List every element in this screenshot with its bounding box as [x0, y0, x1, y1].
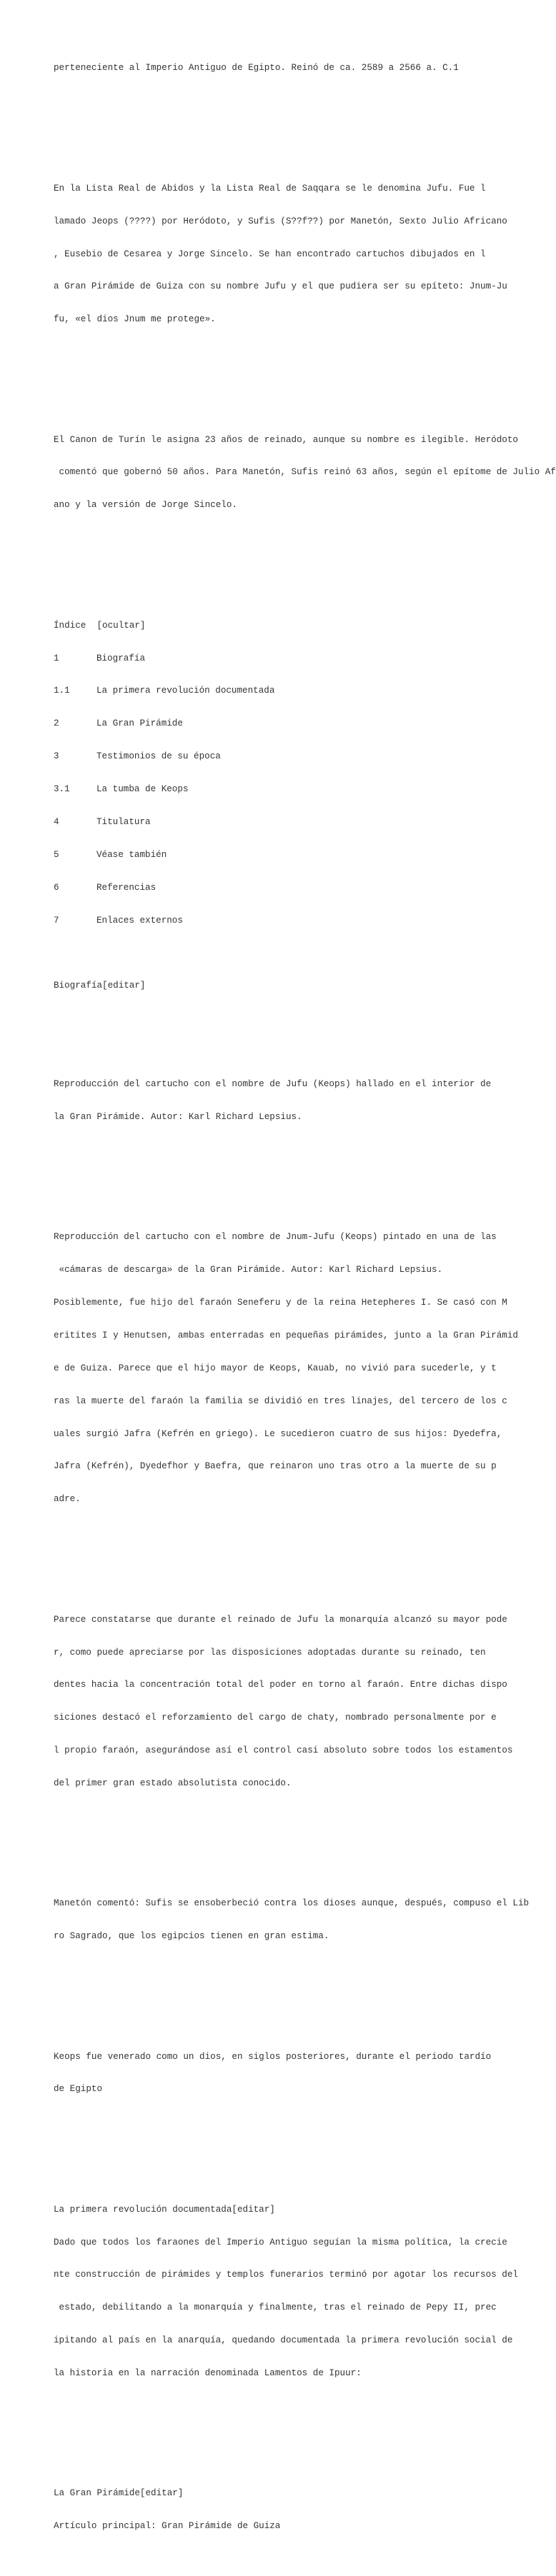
toc-link[interactable]: Titulatura	[96, 816, 151, 827]
toc-link[interactable]: La Gran Pirámide	[96, 718, 183, 729]
text-line: uales surgió Jafra (Kefrén en griego). Le sucedieron cuatro de sus hijos: Dyedefra,	[54, 1428, 502, 1439]
caption-cartucho-jufu	[54, 1058, 549, 1145]
toc-link[interactable]: Enlaces externos	[96, 915, 183, 926]
toc-link[interactable]: La tumba de Keops	[96, 784, 189, 795]
table-of-contents	[54, 598, 549, 948]
toc-header: Índice [ocultar]	[54, 620, 146, 631]
text-line: adre.	[54, 1494, 81, 1505]
text-line: ano y la versión de Jorge Sincelo.	[54, 500, 237, 511]
text-line: comentó que gobernó 50 años. Para Manetón, Sufis reinó 63 años, según el epítome de Julio Af	[54, 467, 556, 478]
text-line: r, como puede apreciarse por las disposiciones adoptadas durante su reinado, ten	[54, 1647, 486, 1658]
document-page	[54, 9, 556, 2576]
text-line: siciones destacó el reforzamiento del cargo de chaty, nombrado personalmente por e	[54, 1713, 497, 1723]
text-line: Manetón comentó: Sufis se ensoberbeció contra los dioses aunque, después, compuso el Lib	[54, 1898, 530, 1909]
venerado-paragraph	[54, 2030, 549, 2117]
canon-paragraph	[54, 413, 556, 533]
text-line: fu, «el dios Jnum me protege».	[54, 314, 216, 325]
text-line: e de Guiza. Parece que el hijo mayor de Keops, Kauab, no vivió para sucederle, y t	[54, 1363, 497, 1373]
toc-number: 2	[54, 718, 59, 729]
toc-item-biografia[interactable]	[54, 653, 549, 664]
text-line: Jafra (Kefrén), Dyedefhor y Baefra, que reinaron uno tras otro a la muerte de su p	[54, 1461, 497, 1472]
text-line: de Egipto	[54, 2084, 103, 2095]
text-line: Posiblemente, fue hijo del faraón Seneferu y de la reina Hetepheres I. Se casó con M	[54, 1298, 507, 1308]
text-line: ro Sagrado, que los egipcios tienen en gran estima.	[54, 1931, 329, 1942]
text-line: perteneciente al Imperio Antiguo de Egipto. Reinó de ca. 2589 a 2566 a. C.1	[54, 63, 459, 74]
toc-number: 1	[54, 653, 59, 663]
toc-number: 3.1	[54, 784, 70, 795]
main-article-link[interactable]: Artículo principal: Gran Pirámide de Guiza	[54, 2521, 281, 2532]
toc-number: 5	[54, 849, 59, 860]
text-line: Keops fue venerado como un dios, en siglos posteriores, durante el periodo tardío	[54, 2051, 492, 2062]
toc-link[interactable]: Biografía	[96, 653, 146, 663]
names-paragraph	[54, 161, 549, 347]
toc-item-enlaces[interactable]	[54, 916, 549, 926]
toc-number: 7	[54, 915, 59, 926]
toc-number: 3	[54, 751, 59, 762]
toc-item-gran-piramide[interactable]	[54, 718, 549, 729]
text-line: ipitando al país en la anarquía, quedando documentada la primera revolución social de	[54, 2335, 513, 2346]
toc-number: 4	[54, 816, 59, 827]
toc-link[interactable]: La primera revolución documentada	[96, 686, 275, 696]
text-line: la historia en la narración denominada Lamentos de Ipuur:	[54, 2368, 362, 2379]
text-line: estado, debilitando a la monarquía y finalmente, tras el reinado de Pepy II, prec	[54, 2302, 497, 2313]
text-line: Reproducción del cartucho con el nombre de Jufu (Keops) hallado en el interior de	[54, 1079, 492, 1090]
text-line: En la Lista Real de Abidos y la Lista Real de Saqqara se le denomina Jufu. Fue l	[54, 183, 486, 194]
revolucion-section	[54, 2182, 549, 2401]
toc-item-tumba[interactable]	[54, 784, 549, 795]
text-line: Parece constatarse que durante el reinado de Jufu la monarquía alcanzó su mayor pode	[54, 1614, 507, 1625]
text-line: «cámaras de descarga» de la Gran Pirámide. Autor: Karl Richard Lepsius.	[54, 1265, 443, 1276]
text-line: eritites I y Henutsen, ambas enterradas en pequeñas pirámides, junto a la Gran Pirámid	[54, 1330, 518, 1340]
toc-link[interactable]: Testimonios de su época	[96, 751, 221, 762]
text-line: la Gran Pirámide. Autor: Karl Richard Lepsius.	[54, 1111, 302, 1122]
text-line: Reproducción del cartucho con el nombre de Jnum-Jufu (Keops) pintado en una de las	[54, 1232, 497, 1243]
section-heading-biografia: Biografía[editar]	[54, 981, 146, 991]
biografia-paragraph	[54, 1211, 549, 1528]
toc-item-revolucion[interactable]	[54, 686, 549, 696]
toc-number: 1.1	[54, 686, 70, 696]
text-line: a Gran Pirámide de Guiza con su nombre Jufu y el que pudiera ser su epíteto: Jnum-Ju	[54, 281, 507, 292]
maneton-paragraph	[54, 1877, 549, 1964]
toc-item-testimonios[interactable]	[54, 751, 549, 762]
toc-item-titulatura[interactable]	[54, 817, 549, 828]
toc-link[interactable]: Véase también	[96, 849, 167, 860]
text-line: lamado Jeops (????) por Heródoto, y Sufis (S??f??) por Manetón, Sexto Julio Africano	[54, 216, 507, 226]
text-line: del primer gran estado absolutista conocido.	[54, 1778, 292, 1789]
text-line: dentes hacia la concentración total del poder en torno al faraón. Entre dichas dispo	[54, 1680, 507, 1690]
text-line: nte construcción de pirámides y templos funerarios terminó por agotar los recursos del	[54, 2270, 518, 2280]
text-line: , Eusebio de Cesarea y Jorge Sincelo. Se han encontrado cartuchos dibujados en l	[54, 249, 486, 259]
intro-paragraph	[54, 41, 549, 96]
toc-link[interactable]: Referencias	[96, 882, 157, 893]
toc-item-vease[interactable]	[54, 850, 549, 861]
section-heading-gran-piramide: La Gran Pirámide[editar]	[54, 2488, 184, 2499]
text-line: ras la muerte del faraón la familia se dividió en tres linajes, del tercero de los c	[54, 1395, 507, 1406]
monarquia-paragraph	[54, 1593, 549, 1811]
toc-number: 6	[54, 882, 59, 893]
text-line: El Canon de Turín le asigna 23 años de reinado, aunque su nombre es ilegible. Heródoto	[54, 434, 518, 445]
toc-item-referencias[interactable]	[54, 883, 549, 893]
piramide-section	[54, 2467, 549, 2554]
text-line: Dado que todos los faraones del Imperio Antiguo seguían la misma política, la crecie	[54, 2237, 507, 2247]
section-heading-revolucion: La primera revolución documentada[editar]	[54, 2204, 275, 2215]
text-line: l propio faraón, asegurándose así el control casi absoluto sobre todos los estamentos	[54, 1745, 513, 1756]
